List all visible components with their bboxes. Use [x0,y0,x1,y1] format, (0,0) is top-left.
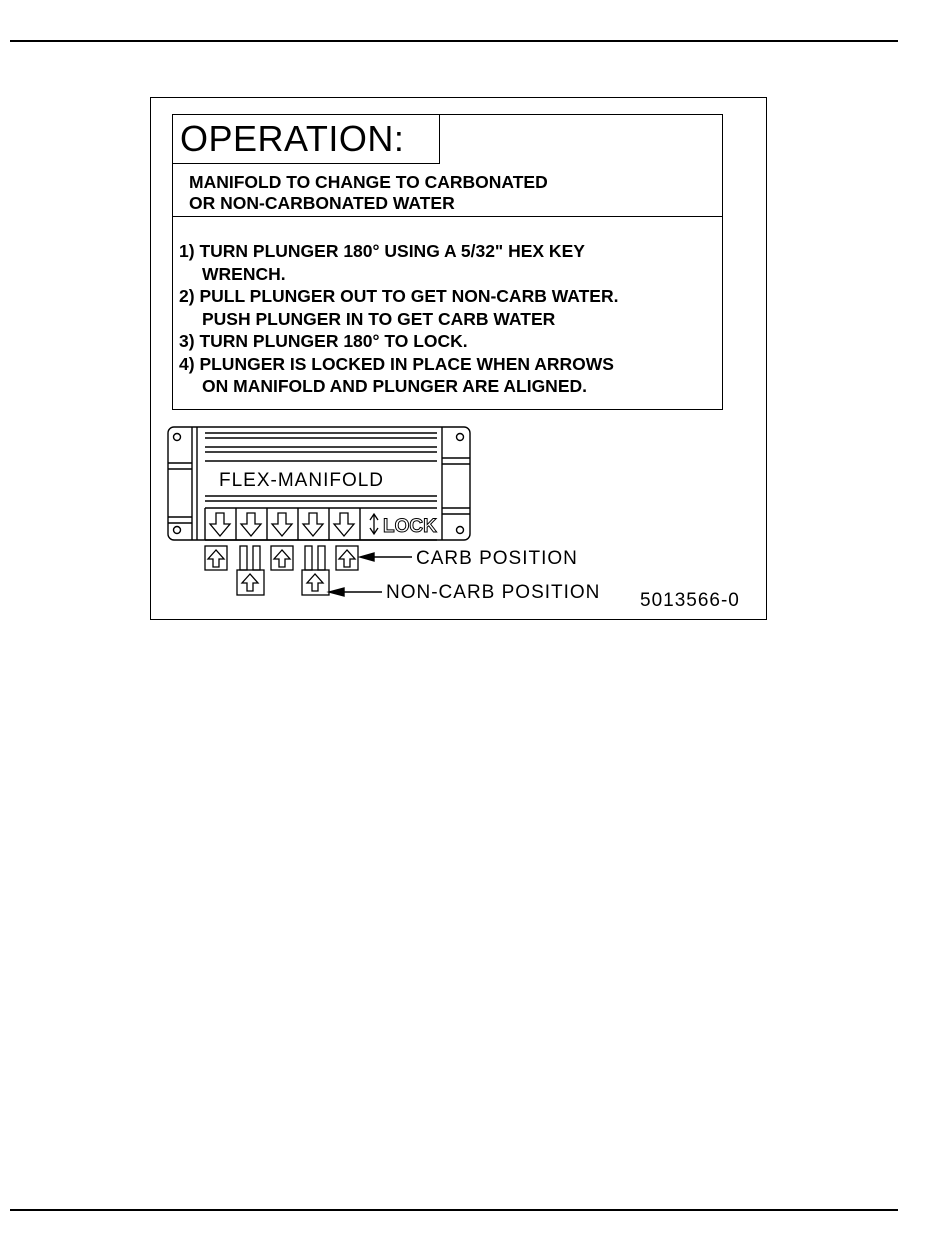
step-2-text: PULL PLUNGER OUT TO GET NON-CARB WATER. [199,286,619,306]
down-arrow-icon [210,513,230,536]
mount-hole-bottom-right [457,527,464,534]
step-3-number: 3) [179,331,195,351]
down-arrow-icon [303,513,323,536]
lock-label: LOCK [383,516,437,537]
noncarb-leader-arrowhead [329,588,344,596]
lock-arrows-icon [370,514,378,534]
plunger-stem [318,546,325,570]
noncarb-position-label: NON-CARB POSITION [386,582,601,603]
up-arrow-icon [339,550,355,567]
step-3-text: TURN PLUNGER 180° TO LOCK. [199,331,468,351]
carb-position-label: CARB POSITION [416,548,578,569]
manifold-label: FLEX-MANIFOLD [219,470,385,491]
mount-hole-top-right [457,434,464,441]
step-1-text: TURN PLUNGER 180° USING A 5/32" HEX KEY [199,241,585,261]
plunger-stem [305,546,312,570]
operation-title: OPERATION: [180,118,405,159]
carb-leader-arrowhead [360,553,374,561]
step-2-number: 2) [179,286,195,306]
mount-hole-top-left [174,434,181,441]
step-4-line-2: ON MANIFOLD AND PLUNGER ARE ALIGNED. [202,376,587,396]
up-arrow-icon [208,550,224,567]
up-arrow-icon [242,574,258,591]
step-1-number: 1) [179,241,195,261]
step-4-text: PLUNGER IS LOCKED IN PLACE WHEN ARROWS [199,353,614,374]
step-4-number: 4) [179,353,195,374]
plunger-stem [240,546,247,570]
down-arrow-icon [241,513,261,536]
step-1-line-2: WRENCH. [202,263,286,284]
part-number: 5013566-0 [640,590,740,611]
down-arrow-icon [272,513,292,536]
down-arrow-icon [334,513,354,536]
plunger-stem [253,546,260,570]
step-2-line-2: PUSH PLUNGER IN TO GET CARB WATER [202,308,556,329]
subtitle-line-2: OR NON-CARBONATED WATER [189,193,455,213]
subtitle-line-1: MANIFOLD TO CHANGE TO CARBONATED [189,172,548,192]
up-arrow-icon [274,550,290,567]
up-arrow-icon [307,574,323,591]
mount-hole-bottom-left [174,527,181,534]
